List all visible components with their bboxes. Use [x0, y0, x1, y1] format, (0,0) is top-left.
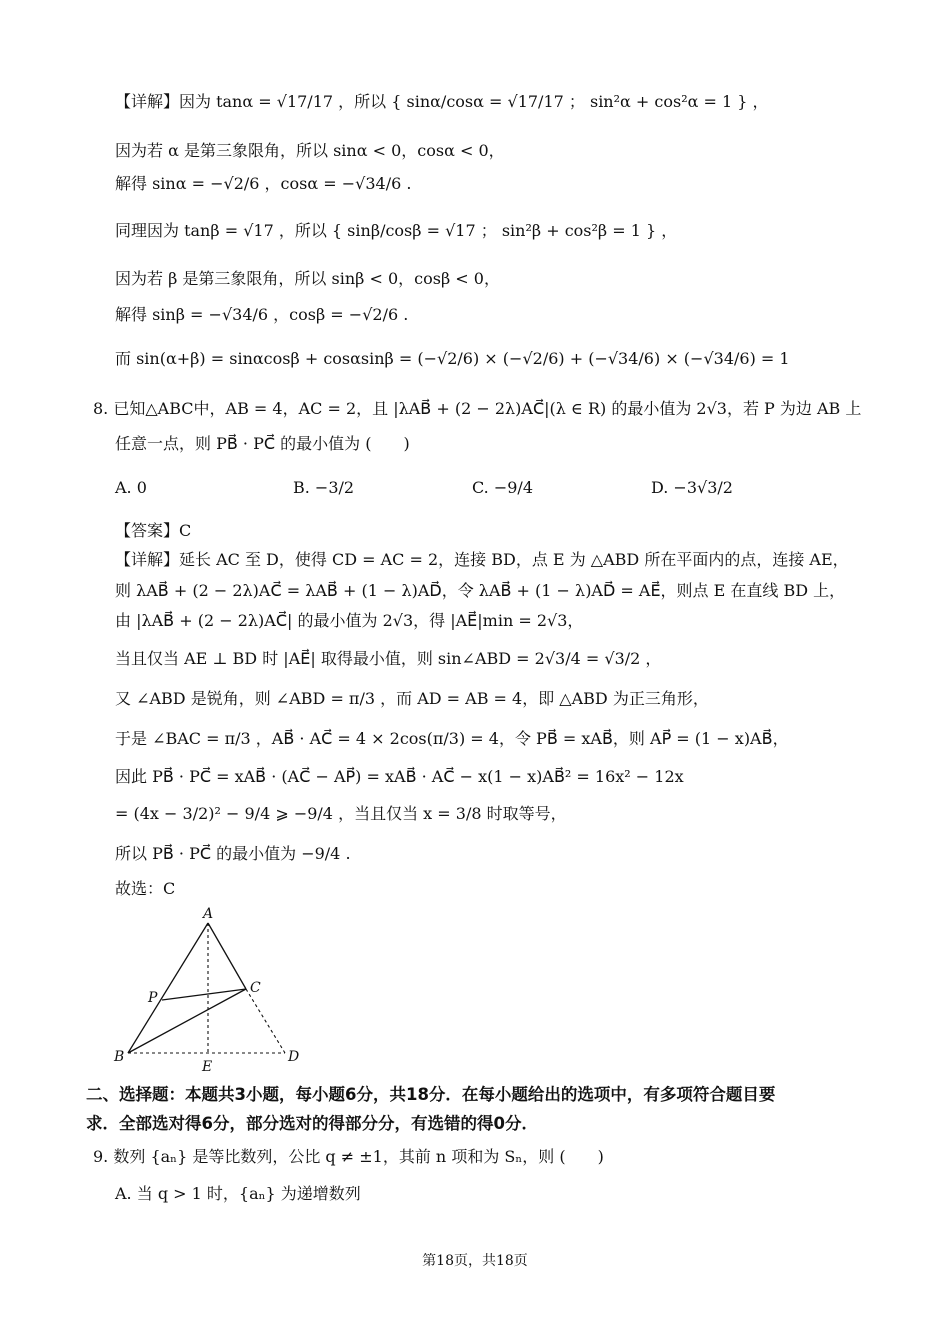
q9-option-a: A. 当 q > 1 时，{aₙ} 为递增数列 — [115, 1184, 361, 1203]
label-p: P — [148, 990, 158, 1006]
q8-detail-line-8: = (4x − 3/2)² − 9/4 ⩾ −9/4 ，当且仅当 x = 3/8 时取等号， — [115, 804, 567, 823]
q8-option-c: C. −9/4 — [472, 478, 533, 497]
section2-title-line-1: 二、选择题：本题共3小题，每小题6分，共18分．在每小题给出的选项中，有多项符合题目要 — [86, 1085, 776, 1104]
segment-cd — [246, 989, 285, 1053]
solution7-line-2: 因为若 α 是第三象限角，所以 sinα < 0，cosα < 0， — [115, 141, 505, 160]
q8-answer: 【答案】C — [115, 521, 192, 540]
q8-detail-line-1: 【详解】延长 AC 至 D，使得 CD = AC = 2，连接 BD，点 E 为 △ABD 所在平面内的点，连接 AE， — [115, 550, 849, 569]
solution7-line-3: 解得 sinα = −√2/6 ，cosα = −√34/6 . — [115, 174, 412, 193]
label-b: B — [114, 1049, 125, 1065]
segment-bc — [128, 989, 246, 1053]
segment-ac — [208, 923, 246, 989]
solution7-line-1: 【详解】因为 tanα = √17/17 ，所以 { sinα/cosα = √17/17 ； sin²α + cos²α = 1 } ， — [115, 92, 769, 111]
q8-detail-line-10: 故选：C — [115, 879, 176, 898]
segment-pc — [162, 989, 246, 1000]
label-a: A — [203, 906, 214, 922]
label-c: C — [250, 980, 261, 996]
page-footer: 第18页，共18页 — [422, 1253, 528, 1269]
solution7-line-4: 同理因为 tanβ = √17 ，所以 { sinβ/cosβ = √17 ； sin²β + cos²β = 1 } ， — [115, 221, 678, 240]
q8-detail-line-7: 因此 PB⃗ · PC⃗ = xAB⃗ · (AC⃗ − AP⃗) = xAB⃗ · AC⃗ − x(1 − x)AB⃗² = 16x² − 12x — [115, 767, 684, 786]
q8-detail-line-2: 则 λAB⃗ + (2 − 2λ)AC⃗ = λAB⃗ + (1 − λ)AD⃗，令 λAB⃗ + (1 − λ)AD⃗ = AE⃗，则点 E 在直线 BD 上， — [115, 581, 846, 600]
q8-detail-line-4: 当且仅当 AE ⊥ BD 时 |AE⃗| 取得最小值，则 sin∠ABD = 2√3/4 = √3/2 ， — [115, 649, 662, 668]
q8-option-d: D. −3√3/2 — [651, 478, 733, 497]
q8-option-b: B. −3/2 — [293, 478, 355, 497]
q8-stem-line-2: 任意一点，则 PB⃗ · PC⃗ 的最小值为 ( ) — [115, 434, 410, 453]
label-d: D — [288, 1049, 300, 1065]
q8-option-a: A. 0 — [115, 478, 147, 497]
q8-detail-line-9: 所以 PB⃗ · PC⃗ 的最小值为 −9/4 . — [115, 844, 351, 863]
q8-detail-line-3: 由 |λAB⃗ + (2 − 2λ)AC⃗| 的最小值为 2√3，得 |AE⃗|min = 2√3， — [115, 611, 584, 630]
triangle-figure — [110, 903, 310, 1073]
solution7-line-7: 而 sin(α+β) = sinαcosβ + cosαsinβ = (−√2/6) × (−√2/6) + (−√34/6) × (−√34/6) = 1 — [115, 349, 790, 368]
q8-detail-line-6: 于是 ∠BAC = π/3 ，AB⃗ · AC⃗ = 4 × 2cos(π/3) = 4，令 PB⃗ = xAB⃗，则 AP⃗ = (1 − x)AB⃗， — [115, 729, 789, 748]
label-e: E — [202, 1059, 213, 1073]
q9-stem: 9. 数列 {aₙ} 是等比数列，公比 q ≠ ±1，其前 n 项和为 Sₙ，则 ( ) — [93, 1147, 604, 1166]
solution7-line-5: 因为若 β 是第三象限角，所以 sinβ < 0，cosβ < 0， — [115, 269, 500, 288]
q8-detail-line-5: 又 ∠ABD 是锐角，则 ∠ABD = π/3 ，而 AD = AB = 4，即 △ABD 为正三角形， — [115, 689, 709, 708]
section2-title-line-2: 求．全部选对得6分，部分选对的得部分分，有选错的得0分． — [86, 1114, 538, 1133]
solution7-line-6: 解得 sinβ = −√34/6 ，cosβ = −√2/6 . — [115, 305, 409, 324]
segment-ab — [128, 923, 208, 1053]
q8-stem-line-1: 8. 已知△ABC中，AB = 4，AC = 2，且 |λAB⃗ + (2 − 2λ)AC⃗|(λ ∈ R) 的最小值为 2√3，若 P 为边 AB 上 — [93, 399, 862, 418]
